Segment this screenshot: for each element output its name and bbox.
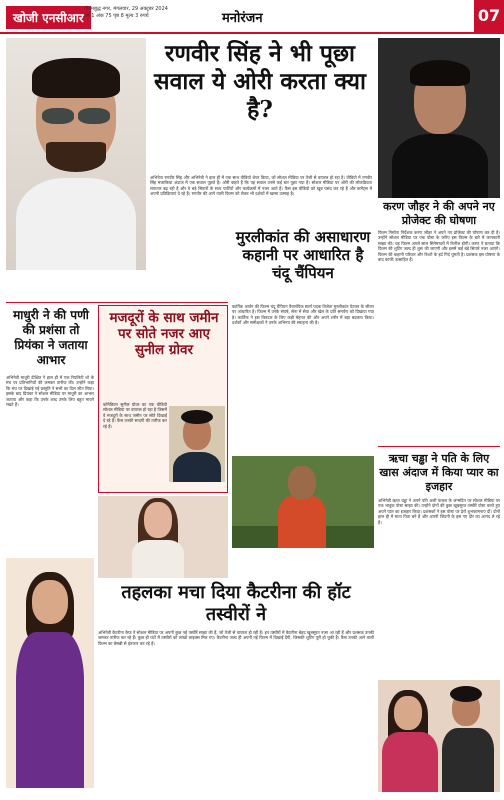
- madhuri-headline: माधुरी ने की पणी की प्रशंसा तो प्रियंका ने जताया आभार: [13, 308, 89, 367]
- ranveer-body: अभिनेता रणवीर सिंह और अभिनेत्री ने हाल ही में एक साथ वीडियो शेयर किया, जो सोशल मीडिया पर तेजी से वायरल हो रहा है। वीडियो में रणवीर सिंह मजाकिया अंदाज में एक सवाल पूछते हैं। ओरी कहते हैं कि यह सवाल उनसे कई बार पूछा गया है। सोशल मीडिया पर ओरी की लोकप्रियता लगातार बढ़ रही है और वे बड़े सितारों के साथ पार्टियों और कार्यक्रमों में नजर आते हैं। फैंस इस वीडियो को खूब पसंद कर रहे हैं और कमेंट्स में अपनी प्रतिक्रियाएं दे रहे हैं। रणवीर की आने वाली फिल्म को लेकर भी दर्शकों में खासा उत्साह है।: [150, 175, 372, 197]
- page-number: 07: [474, 0, 504, 32]
- sunil-headline: मजदूरों के साथ जमीन पर सोते नजर आए सुनील ग्रोवर: [109, 310, 219, 358]
- richa-photo: [378, 680, 500, 792]
- katrina-body: अभिनेत्री कैटरीना कैफ ने सोशल मीडिया पर अपनी कुछ नई तस्वीरें साझा की हैं, जो तेजी से वायरल हो रही हैं। इन तस्वीरों में कैटरीना बेहद खूबसूरत नजर आ रही हैं और प्रशंसक उनकी जमकर तारीफ कर रहे हैं। कुछ ही घंटों में तस्वीरों को लाखों लाइक्स मिल गए। कैटरीना जल्द ही अपनी नई फिल्म में दिखाई देंगी, जिसकी शूटिंग पूरी हो चुकी है। फैंस उनकी आने वाली फिल्म का बेसब्री से इंतजार कर रहे हैं।: [98, 630, 374, 646]
- madhuri-body: अभिनेत्री माधुरी दीक्षित ने हाल ही में एक रियलिटी शो के मंच पर प्रतिभागियों की जमकर तारीफ की। उन्होंने कहा कि मंच पर दिखाई गई प्रस्तुति ने सभी का दिल जीत लिया। इसके बाद प्रियंका ने सोशल मीडिया पर माधुरी का आभार जताया और कहा कि उनके शब्द उनके लिए बहुत मायने रखते हैं।: [6, 375, 94, 408]
- sunil-box: [98, 305, 228, 493]
- ranveer-photo: [6, 38, 146, 270]
- richa-body: अभिनेत्री ऋचा चड्ढा ने अपने पति अली फजल के जन्मदिन पर सोशल मीडिया पर एक भावुक पोस्ट साझा की। उन्होंने दोनों की कुछ खूबसूरत तस्वीरें पोस्ट करते हुए अपने प्यार का इजहार किया। प्रशंसकों ने इस पोस्ट पर ढेरों शुभकामनाएं दीं। दोनों हाल ही में माता पिता बने हैं और अपनी जिंदगी के इस नए दौर का आनंद ले रहे हैं।: [378, 498, 500, 525]
- ranveer-headline: रणवीर सिंह ने भी पूछा सवाल ये ओरी करता क्या है?: [154, 40, 366, 123]
- karan-photo: [378, 38, 500, 198]
- date-text: गौतमबुद्ध नगर, मंगलवार, 29 अक्टूबर 2024: [84, 6, 168, 12]
- newspaper-logo: खोजी एनसीआर: [6, 6, 91, 29]
- section-title: मनोरंजन: [222, 11, 263, 26]
- murlikant-photo: [232, 456, 374, 548]
- sunil-body: कॉमेडियन सुनील ग्रोवर का एक वीडियो सोशल मीडिया पर वायरल हो रहा है जिसमें वे मजदूरों के साथ जमीन पर सोते दिखाई दे रहे हैं। फैंस उनकी सादगी की तारीफ कर रहे हैं।: [103, 402, 167, 429]
- katrina-headline: तहलका मचा दिया कैटरीना की हॉट तस्वीरों ने: [121, 582, 351, 625]
- madhuri-photo: [6, 558, 94, 788]
- karan-body: फिल्म निर्माता निर्देशक करण जौहर ने अपने नए प्रोजेक्ट की घोषणा कर दी है। उन्होंने सोशल मीडिया पर एक पोस्ट के जरिए इस फिल्म के बारे में जानकारी साझा की। यह फिल्म अगले साल सिनेमाघरों में रिलीज होगी। करण ने बताया कि फिल्म की शूटिंग जल्द ही शुरू की जाएगी और इसमें कई बड़े सितारे नजर आएंगे। फिल्म की कहानी परिवार और रिश्तों के इर्द गिर्द घूमती है। प्रशंसक इस घोषणा के बाद काफी उत्साहित हैं।: [378, 230, 500, 263]
- sunil-photo: [169, 406, 225, 482]
- masthead: [0, 0, 504, 34]
- murlikant-body: कार्तिक आर्यन की फिल्म चंदू चैंपियन पैरालंपिक स्वर्ण पदक विजेता मुरलीकांत पेटकर के जीवन पर आधारित है। फिल्म में उनके संघर्ष, सेना में सेवा और खेल के प्रति समर्पण को दिखाया गया है। कार्तिक ने इस किरदार के लिए कड़ी मेहनत की और अपने शरीर में बड़ा बदलाव किया। दर्शकों और समीक्षकों ने उनके अभिनय की सराहना की है।: [232, 304, 374, 326]
- murlikant-headline: मुरलीकांत की असाधारण कहानी पर आधारित है चंदू चैंपियन: [235, 228, 371, 282]
- richa-headline: ऋचा चड्ढा ने पति के लिए खास अंदाज में किया प्यार का इजहार: [379, 452, 499, 493]
- section-divider: [378, 446, 500, 447]
- date-line: [84, 6, 194, 20]
- katrina-photo: [98, 496, 228, 578]
- edition-text: वर्ष 1 अंक 75 पृष्ठ 8 मूल्य 3 रुपये: [84, 13, 149, 19]
- section-divider: [6, 302, 228, 303]
- karan-headline: करण जौहर ने की अपने नए प्रोजेक्ट की घोषणा: [383, 200, 495, 227]
